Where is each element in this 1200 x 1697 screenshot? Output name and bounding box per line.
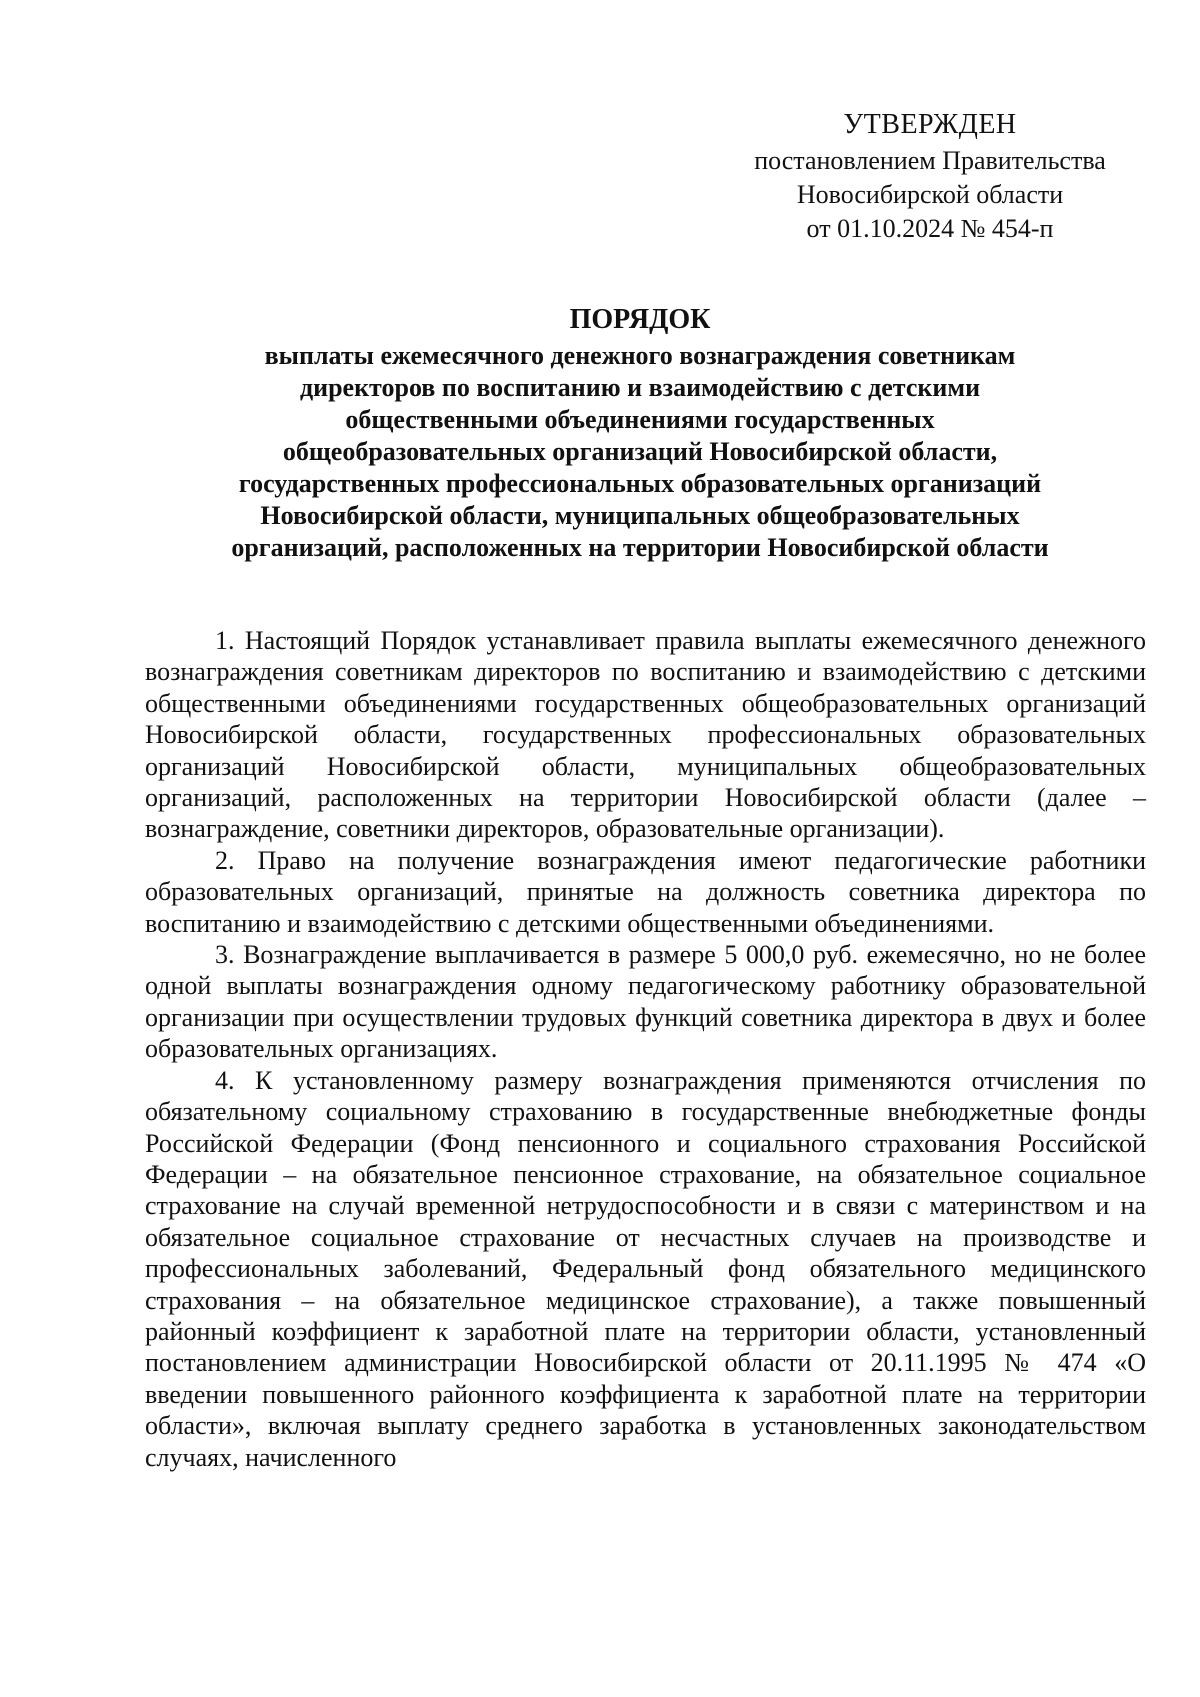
approval-line: Новосибирской области — [796, 180, 1064, 209]
heading-line: организаций, расположенных на территории Новосибирской области — [231, 533, 1049, 562]
heading-line: директоров по воспитанию и взаимодействию с детскими — [299, 373, 981, 402]
heading-line: общественными объединениями государственных — [345, 405, 935, 434]
paragraph-4: 4. К установленному размеру вознаграждения применяются отчисления по обязательному социальному страхованию в государственные внебюджетные фонды Российской Федерации (Фонд пенсионного и социального страхования Российской Федерации – на обязательное пенсионное страхование, на обязательное социальное страхование на случай временной нетрудоспособности и в связи с материнством и на обязательное социальное страхование от несчастных случаев на производстве и профессиональных заболеваний, Федеральный фонд обязательного медицинского страхования – на обязательное медицинское страхование), а также повышенный районный коэффициент к заработной плате на территории области, установленный постановлением администрации Новосибирской области от 20.11.1995 № 474 «О введении повышенного районного коэффициента к заработной плате на территории области», включая выплату среднего заработка в установленных законодательством случаях, начисленного — [145, 1065, 1146, 1472]
approval-title: УТВЕРЖДЕН — [843, 109, 1017, 140]
heading-line: государственных профессиональных образовательных организаций — [238, 469, 1042, 498]
paragraph-3: 3. Вознаграждение выплачивается в размере 5 000,0 руб. ежемесячно, но не более одной выплаты вознаграждения одному педагогическому работнику образовательной организации при осуществлении трудовых функций советника директора в двух и более образовательных организациях. — [145, 940, 1146, 1064]
heading-line: Новосибирской области, муниципальных общеобразовательных — [260, 501, 1020, 530]
paragraph-2: 2. Право на получение вознаграждения имеют педагогические работники образовательных организаций, принятые на должность советника директора по воспитанию и взаимодействию с детскими общественными объединениями. — [145, 845, 1146, 938]
document-type: ПОРЯДОК — [569, 304, 711, 335]
heading-line: общеобразовательных организаций Новосибирской области, — [282, 437, 998, 466]
approval-line: постановлением Правительства — [754, 146, 1106, 175]
document-body — [145, 625, 1146, 1473]
heading-line: выплаты ежемесячного денежного вознаграждения советникам — [264, 341, 1016, 370]
approval-stamp — [740, 108, 1120, 246]
approval-date-number: от 01.10.2024 № 454-п — [806, 214, 1054, 243]
document-heading — [190, 304, 1090, 564]
paragraph-1: 1. Настоящий Порядок устанавливает правила выплаты ежемесячного денежного вознаграждения советникам директоров по воспитанию и взаимодействию с детскими общественными объединениями государственных общеобразовательных организаций Новосибирской области, государственных профессиональных образовательных организаций Новосибирской области, муниципальных общеобразовательных организаций, расположенных на территории Новосибирской области (далее – вознаграждение, советники директоров, образовательные организации). — [145, 626, 1146, 844]
